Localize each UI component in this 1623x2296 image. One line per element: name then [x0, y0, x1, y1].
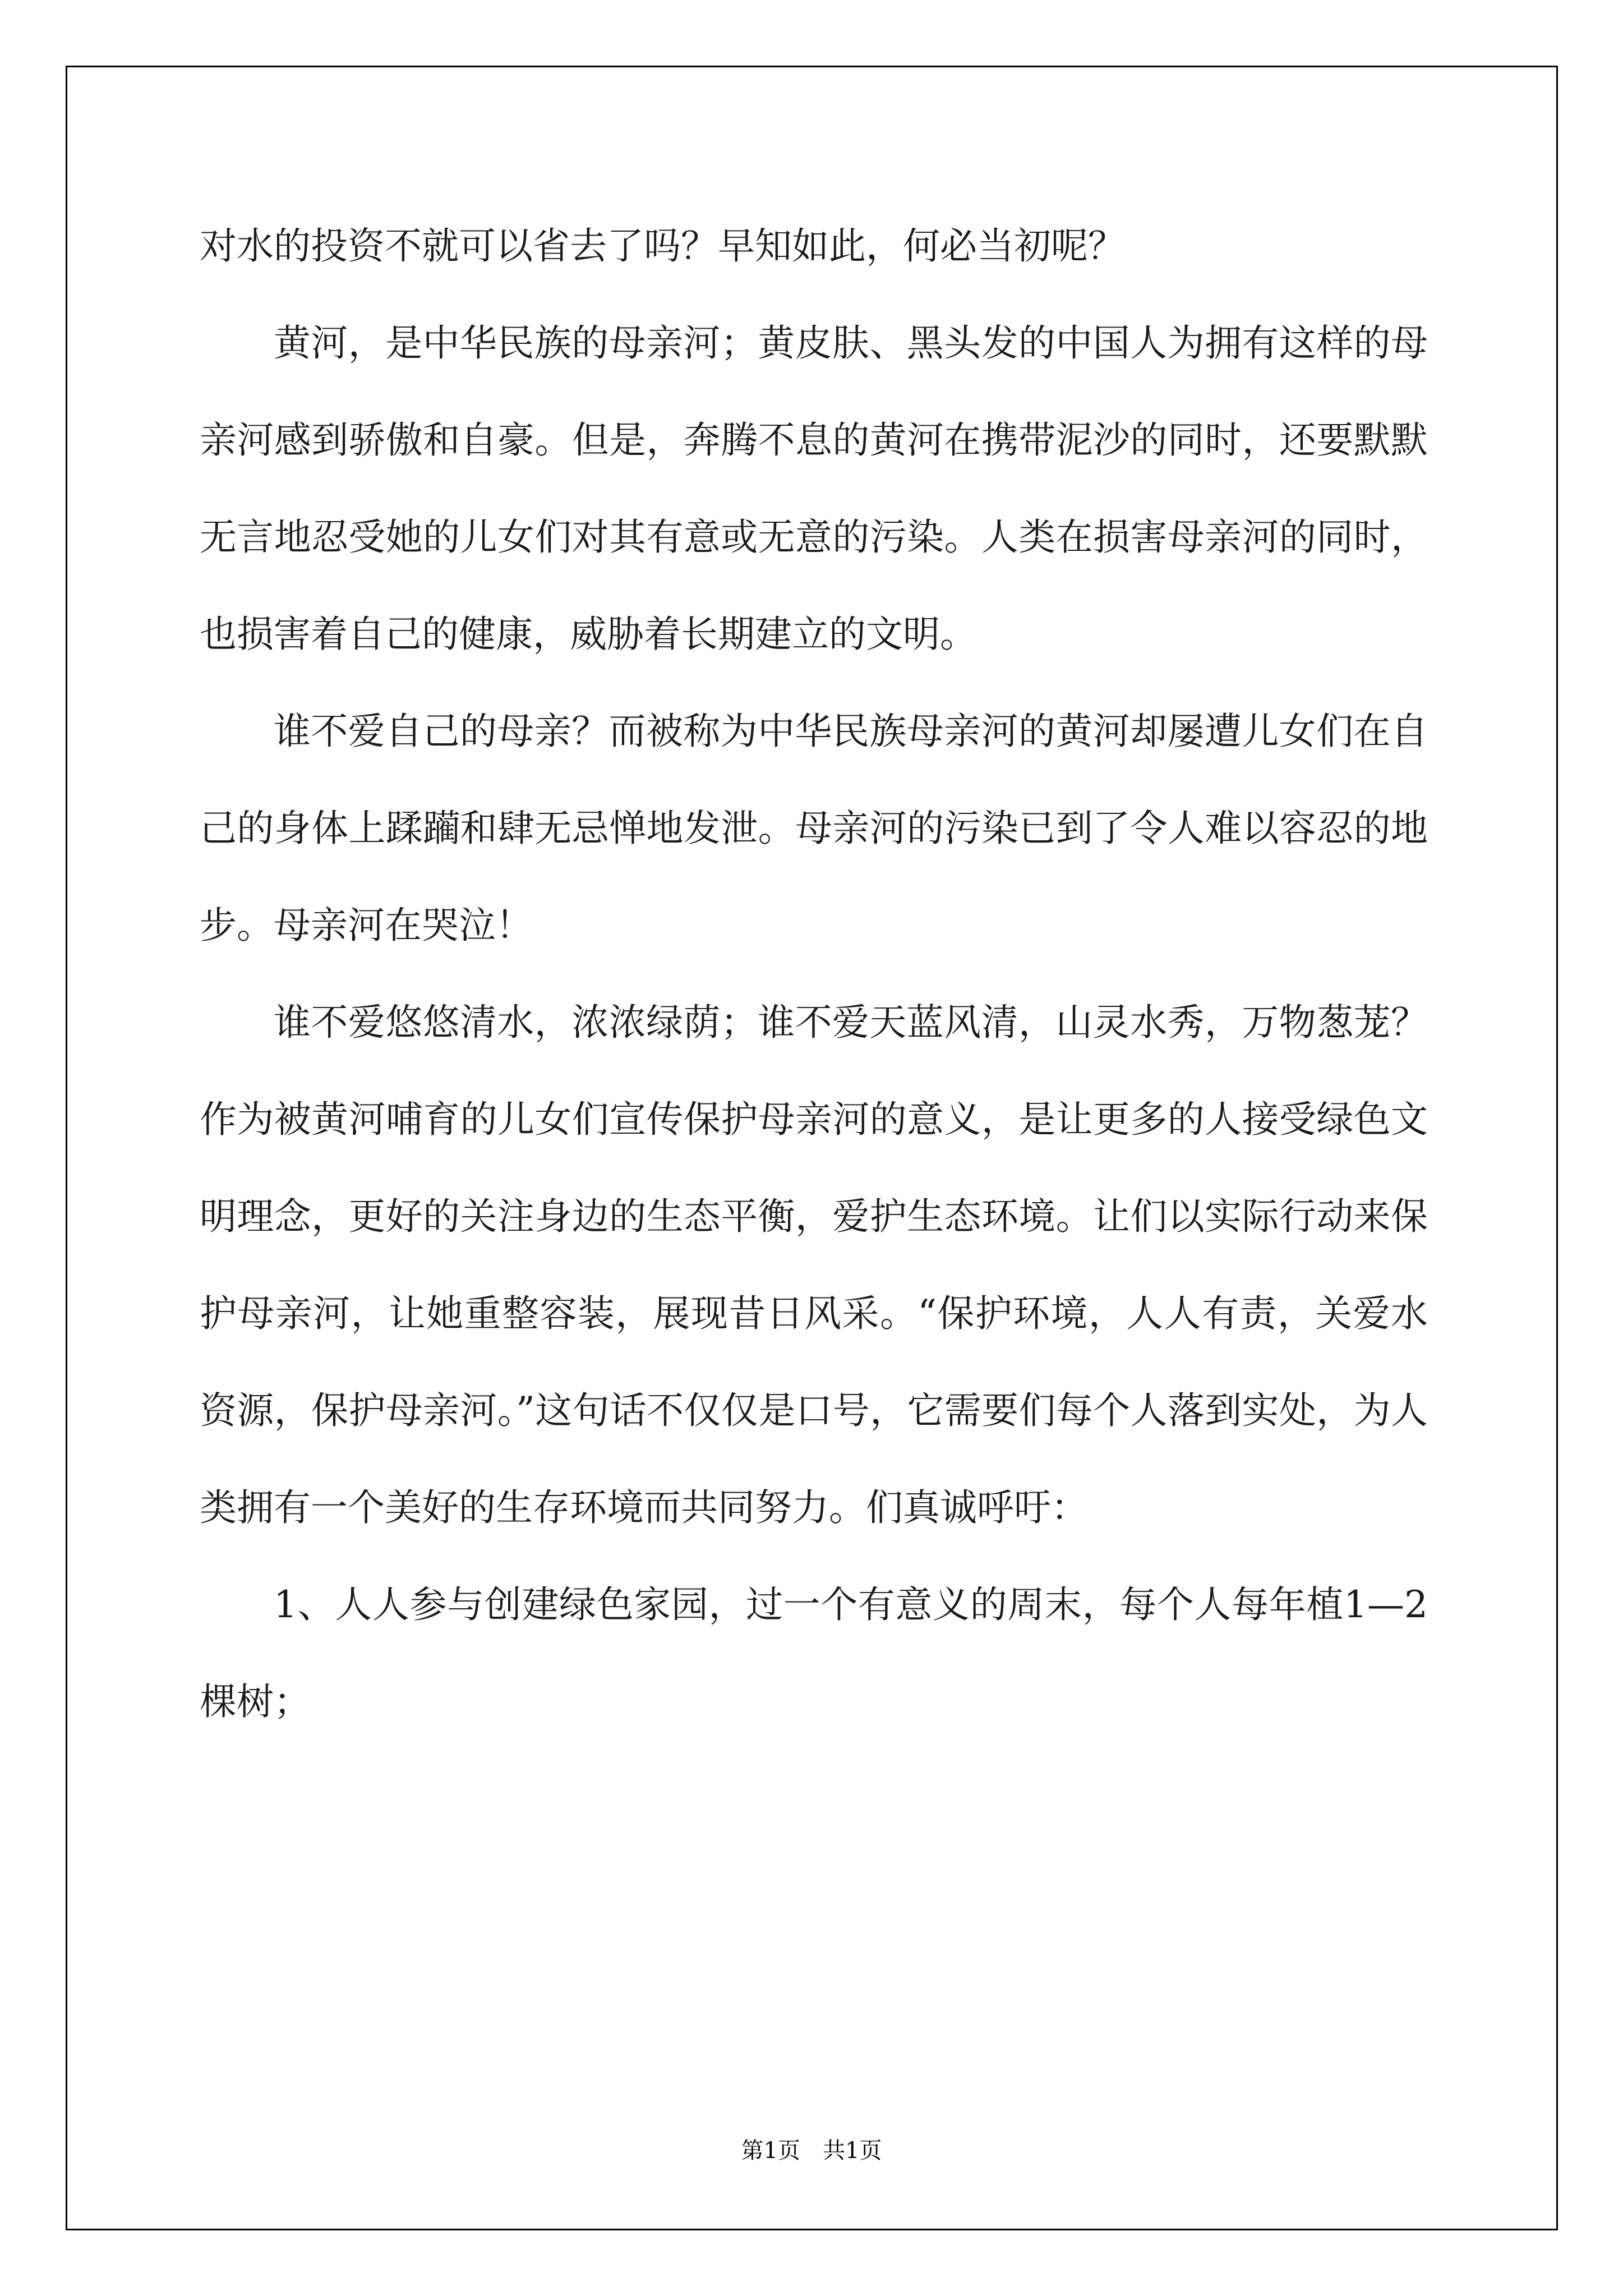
document-body	[200, 197, 1428, 1750]
paragraph-2: 黄河，是中华民族的母亲河；黄皮肤、黑头发的中国人为拥有这样的母亲河感到骄傲和自豪。但是，奔腾不息的黄河在携带泥沙的同时，还要默默无言地忍受她的儿女们对其有意或无意的污染。人类在损害母亲河的同时，也损害着自己的健康，威胁着长期建立的文明。	[200, 321, 1428, 656]
paragraph-1: 对水的投资不就可以省去了吗？早知如此，何必当初呢？	[200, 224, 1125, 268]
paragraph-4: 谁不爱悠悠清水，浓浓绿荫；谁不爱天蓝风清，山灵水秀，万物葱茏？作为被黄河哺育的儿女们宣传保护母亲河的意义，是让更多的人接受绿色文明理念，更好的关注身边的生态平衡，爱护生态环境。让们以实际行动来保护母亲河，让她重整容装，展现昔日风采。“保护环境，人人有责，关爱水资源，保护母亲河。”这句话不仅仅是口号，它需要们每个人落到实处，为人类拥有一个美好的生存环境而共同努力。们真诚呼吁：	[200, 1001, 1428, 1529]
paragraph-5: 1、人人参与创建绿色家园，过一个有意义的周末，每个人每年植1—2棵树；	[200, 1583, 1428, 1723]
page-number-footer: 第1页 共1页	[741, 2138, 882, 2164]
paragraph-3: 谁不爱自己的母亲？而被称为中华民族母亲河的黄河却屡遭儿女们在自己的身体上蹂躏和肆无忌惮地发泄。母亲河的污染已到了令人难以容忍的地步。母亲河在哭泣！	[200, 710, 1428, 947]
